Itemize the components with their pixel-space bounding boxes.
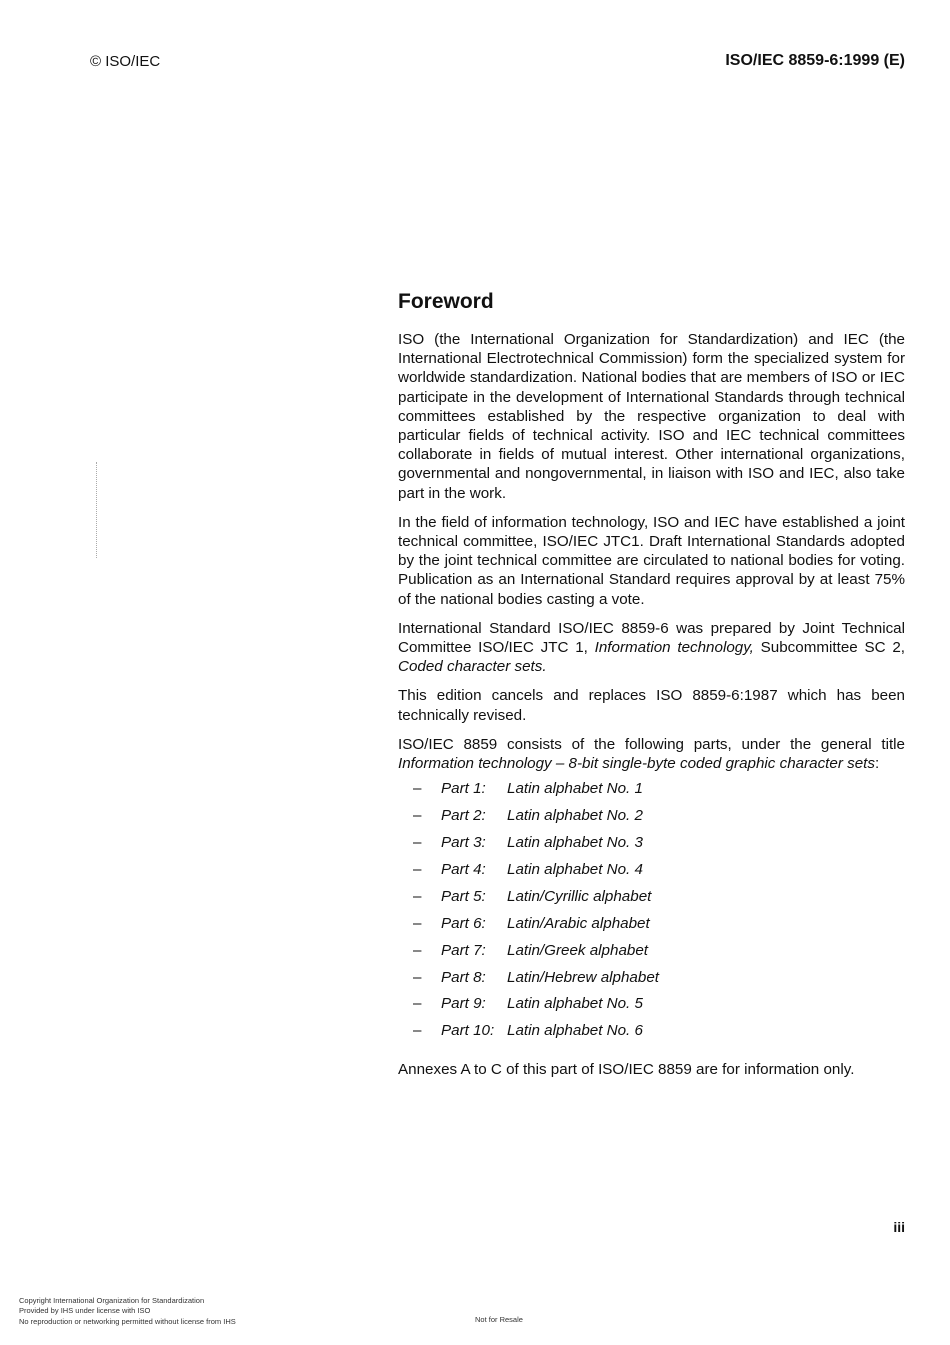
list-item (398, 833, 905, 860)
part-title: Latin/Arabic alphabet (507, 914, 650, 932)
part-title: Latin alphabet No. 2 (507, 807, 643, 825)
part-title: Latin/Hebrew alphabet (507, 968, 659, 986)
part-number: Part 5: (441, 887, 486, 905)
list-item (398, 887, 905, 914)
list-dash: – (413, 887, 422, 905)
part-number: Part 4: (441, 860, 486, 878)
list-dash: – (413, 968, 422, 986)
para3-text-c: Subcommittee SC 2, (753, 639, 905, 657)
part-title: Latin/Cyrillic alphabet (507, 887, 652, 905)
list-dash: – (413, 807, 422, 825)
header-copyright: © ISO/IEC (90, 53, 161, 70)
part-number: Part 3: (441, 834, 486, 852)
foreword-annex-note: Annexes A to C of this part of ISO/IEC 8859 are for information only. (398, 1061, 855, 1079)
foreword-para-1: ISO (the International Organization for Standardization) and IEC (the International Electrotechnical Commission) form the specialized system for worldwide standardization. National bodies that are members of ISO or IEC participate in the development of International Standards through technical committees established by the respective organization to deal with particular fields of technical activity. ISO and IEC technical committees collaborate in fields of mutual interest. Other international organizations, governmental and nongovernmental, in liaison with ISO and IEC, also take part in the work. (398, 331, 905, 502)
list-item (398, 941, 905, 968)
part-title: Latin/Greek alphabet (507, 941, 649, 959)
list-dash: – (413, 780, 422, 798)
part-number: Part 1: (441, 780, 486, 798)
list-item (398, 914, 905, 941)
page-number: iii (893, 1219, 905, 1235)
list-dash: – (413, 834, 422, 852)
footer-line-2: Provided by IHS under license with ISO (19, 1306, 151, 1316)
part-title: Latin alphabet No. 3 (507, 834, 643, 852)
list-item (398, 968, 905, 995)
foreword-para-2: In the field of information technology, ISO and IEC have established a joint technical committee, ISO/IEC JTC1. Draft International Standards adopted by the joint technical committee are circulated to national bodies for voting. Publication as an International Standard requires approval by at least 75% of the national bodies casting a vote. (398, 513, 905, 608)
part-number: Part 7: (441, 941, 486, 959)
footer-line-1: Copyright International Organization for Standardization (19, 1296, 205, 1305)
part-title: Latin alphabet No. 1 (507, 780, 643, 798)
list-item (398, 779, 905, 806)
part-number: Part 10: (441, 1022, 495, 1040)
part-number: Part 8: (441, 968, 486, 986)
footer-not-for-resale: Not for Resale (475, 1315, 523, 1324)
list-item (398, 1021, 905, 1048)
para3-italic-b: Information technology, (594, 639, 754, 657)
part-title: Latin alphabet No. 6 (507, 1022, 643, 1040)
part-number: Part 6: (441, 914, 486, 932)
foreword-section (398, 290, 905, 1089)
para3-italic-d: Coded character sets. (398, 658, 547, 676)
list-dash: – (413, 995, 422, 1013)
margin-mark (96, 462, 101, 558)
list-item (398, 806, 905, 833)
list-dash: – (413, 1022, 422, 1040)
para5-text-c: : (874, 755, 880, 773)
list-item (398, 994, 905, 1021)
list-dash: – (413, 941, 422, 959)
part-number: Part 9: (441, 995, 486, 1013)
foreword-para-5 (398, 735, 905, 773)
foreword-para-4: This edition cancels and replaces ISO 8859-6:1987 which has been technically revised. (398, 687, 905, 724)
header-standard-id: ISO/IEC 8859-6:1999 (E) (725, 52, 905, 69)
para3-text-a: International Standard ISO/IEC 8859-6 was prepared by Joint Technical Committee ISO/IEC JTC 1, (398, 619, 905, 657)
para5-italic-b: Information technology – 8-bit single-byte coded graphic character sets (398, 755, 875, 773)
list-dash: – (413, 914, 422, 932)
list-dash: – (413, 860, 422, 878)
footer-line-3: No reproduction or networking permitted without license from IHS (19, 1316, 236, 1326)
list-item (398, 860, 905, 887)
foreword-para-3 (398, 619, 905, 677)
foreword-title: Foreword (398, 290, 494, 313)
part-title: Latin alphabet No. 5 (507, 995, 643, 1013)
part-title: Latin alphabet No. 4 (507, 860, 643, 878)
para5-text-a: ISO/IEC 8859 consists of the following parts, under the general title (398, 735, 905, 753)
footer-license (19, 1296, 236, 1327)
parts-list (398, 779, 905, 1048)
part-number: Part 2: (441, 807, 486, 825)
